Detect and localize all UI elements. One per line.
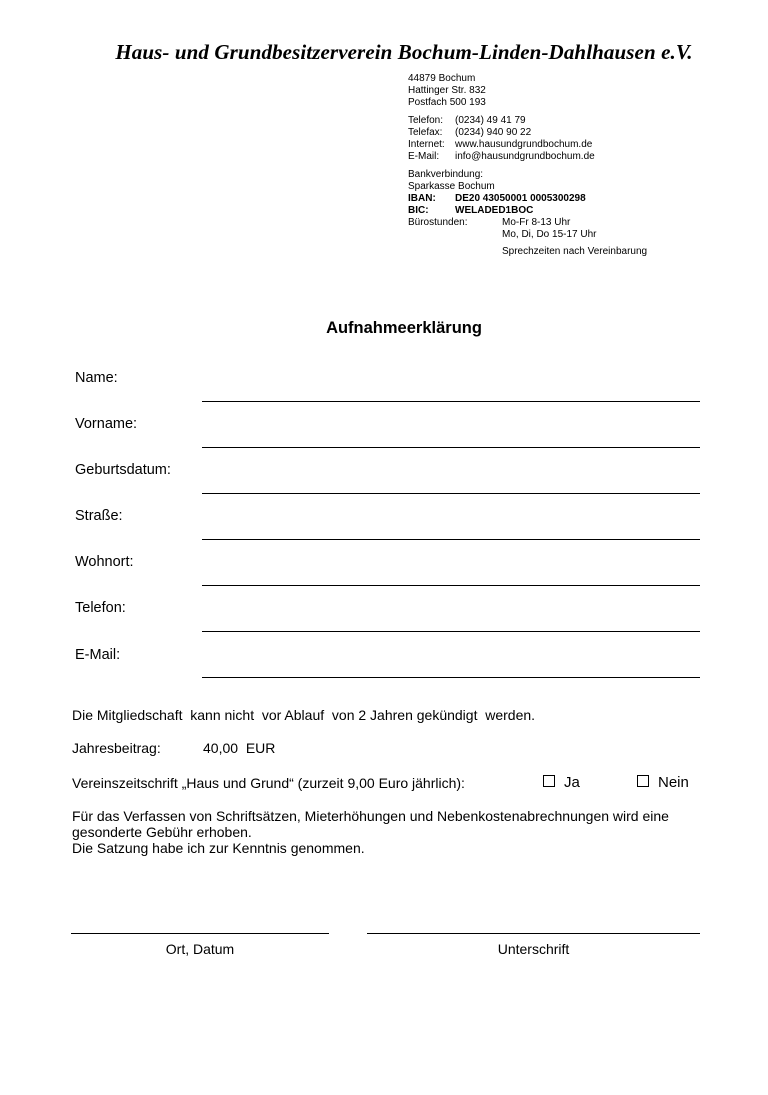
address-line: 44879 Bochum xyxy=(408,73,476,84)
office-hours-line: Mo, Di, Do 15-17 Uhr xyxy=(502,229,597,240)
magazine-option-no[interactable] xyxy=(637,774,689,791)
contact-value: www.hausundgrundbochum.de xyxy=(455,139,593,150)
form-title: Aufnahmeerklärung xyxy=(326,319,482,337)
contact-value: (0234) 940 90 22 xyxy=(455,127,532,138)
checkbox-icon[interactable] xyxy=(543,775,555,787)
contact-label: Internet: xyxy=(408,139,445,150)
place-date-line[interactable] xyxy=(71,933,329,934)
field-line-phone[interactable] xyxy=(202,631,700,632)
contact-website xyxy=(408,139,595,151)
bank-block xyxy=(408,169,596,241)
field-line-birthdate[interactable] xyxy=(202,493,700,494)
magazine-option-yes[interactable] xyxy=(543,774,580,791)
annual-fee-label: Jahresbeitrag: xyxy=(72,740,161,756)
field-label-birthdate: Geburtsdatum: xyxy=(75,462,171,478)
field-label-name: Name: xyxy=(75,370,118,386)
bic-row xyxy=(408,205,596,217)
office-hours-label: Bürostunden: xyxy=(408,217,468,228)
bank-heading: Bankverbindung: xyxy=(408,169,484,180)
membership-notice: Die Mitgliedschaft kann nicht vor Ablauf von 2 Jahren gekündigt werden. xyxy=(72,707,536,723)
address-line: Hattinger Str. 832 xyxy=(408,85,486,96)
contact-value: (0234) 49 41 79 xyxy=(455,115,526,126)
field-line-name[interactable] xyxy=(202,401,700,402)
option-no-label: Nein xyxy=(658,774,689,791)
address-line: Postfach 500 193 xyxy=(408,97,486,108)
signature-label: Unterschrift xyxy=(497,941,570,957)
contact-label: Telefax: xyxy=(408,127,443,138)
statute-note: Die Satzung habe ich zur Kenntnis genommen. xyxy=(72,840,365,856)
bank-name: Sparkasse Bochum xyxy=(408,181,495,192)
option-yes-label: Ja xyxy=(564,774,580,791)
iban-label: IBAN: xyxy=(408,193,436,204)
checkbox-icon[interactable] xyxy=(637,775,649,787)
postal-address xyxy=(408,73,486,109)
bic-label: BIC: xyxy=(408,205,429,216)
place-date-label: Ort, Datum xyxy=(165,941,235,957)
iban-value: DE20 43050001 0005300298 xyxy=(455,193,586,204)
office-hours-line: Mo-Fr 8-13 Uhr xyxy=(502,217,571,228)
contact-label: Telefon: xyxy=(408,115,444,126)
contact-fax xyxy=(408,127,595,139)
field-label-phone: Telefon: xyxy=(75,600,126,616)
contact-label: E-Mail: xyxy=(408,151,440,162)
field-line-first-name[interactable] xyxy=(202,447,700,448)
office-hours-row xyxy=(408,229,596,241)
appointment-note: Sprechzeiten nach Vereinbarung xyxy=(502,246,648,257)
iban-row xyxy=(408,193,596,205)
field-label-street: Straße: xyxy=(75,508,123,524)
fee-note: Für das Verfassen von Schriftsätzen, Mieterhöhungen und Nebenkostenabrechnungen wird eine gesonderte Gebühr erhoben. xyxy=(72,808,669,840)
contact-email xyxy=(408,151,595,163)
magazine-question: Vereinszeitschrift „Haus und Grund“ (zurzeit 9,00 Euro jährlich): xyxy=(72,775,465,791)
annual-fee-value: 40,00 EUR xyxy=(203,740,276,756)
organization-title: Haus- und Grundbesitzerverein Bochum-Linden-Dahlhausen e.V. xyxy=(115,40,693,64)
field-line-city[interactable] xyxy=(202,585,700,586)
field-label-city: Wohnort: xyxy=(75,554,134,570)
bic-value: WELADED1BOC xyxy=(455,205,534,216)
field-label-first-name: Vorname: xyxy=(75,416,138,432)
field-label-email: E-Mail: xyxy=(75,647,121,663)
office-hours-row xyxy=(408,217,596,229)
field-line-street[interactable] xyxy=(202,539,700,540)
contact-phone xyxy=(408,115,595,127)
field-line-email[interactable] xyxy=(202,677,700,678)
signature-line[interactable] xyxy=(367,933,700,934)
contact-block xyxy=(408,115,595,163)
contact-value: info@hausundgrundbochum.de xyxy=(455,151,595,162)
